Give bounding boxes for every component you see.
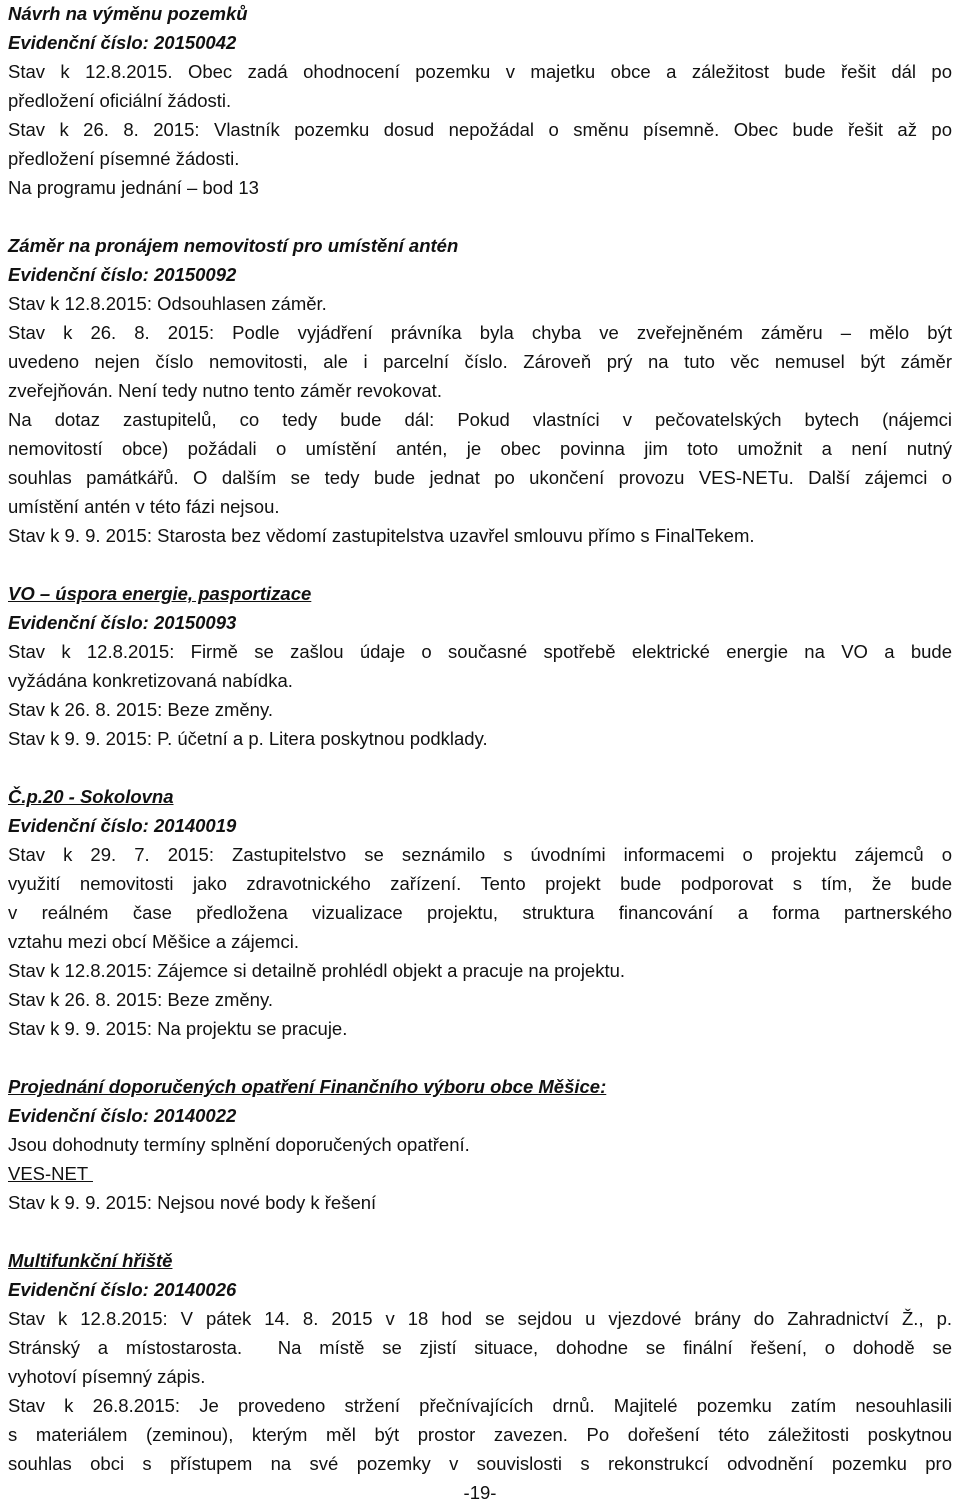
section-title: Záměr na pronájem nemovitostí pro umístění antén xyxy=(8,235,459,256)
section-title: VO – úspora energie, pasportizace xyxy=(8,583,312,604)
section-title: Projednání doporučených opatření Finančního výboru obce Měšice: xyxy=(8,1076,607,1097)
paragraph-line: Stav k 9. 9. 2015: Nejsou nové body k řešení xyxy=(8,1192,377,1213)
paragraph-line: uvedeno nejen číslo nemovitosti, ale i parcelní číslo. Zároveň prý na tuto věc nemusel být záměr xyxy=(8,351,952,372)
paragraph-line: Jsou dohodnuty termíny splnění doporučených opatření. xyxy=(8,1134,470,1155)
paragraph-line: Stav k 12.8.2015: V pátek 14. 8. 2015 v 18 hod se sejdou u vjezdové brány do Zahradnictví Ž., p. xyxy=(8,1308,952,1329)
paragraph-line: s materiálem (zeminou), kterým měl být prostor zavezen. Po dořešení této záležitosti poskytnou xyxy=(8,1424,952,1445)
evidence-number: Evidenční číslo: 20140019 xyxy=(8,815,237,836)
paragraph-line: vztahu mezi obcí Měšice a zájemci. xyxy=(8,931,299,952)
paragraph-line: předložení písemné žádosti. xyxy=(8,148,240,169)
evidence-number: Evidenční číslo: 20150093 xyxy=(8,612,237,633)
evidence-number: Evidenční číslo: 20140026 xyxy=(8,1279,237,1300)
paragraph-line: umístění antén v této fázi nejsou. xyxy=(8,496,280,517)
paragraph-line: Stav k 12.8.2015: Odsouhlasen záměr. xyxy=(8,293,327,314)
paragraph-line: zveřejňován. Není tedy nutno tento záměr revokovat. xyxy=(8,380,442,401)
paragraph-line: Stav k 12.8.2015. Obec zadá ohodnocení pozemku v majetku obce a záležitost bude řešit dál po xyxy=(8,61,952,82)
paragraph-line: v reálném čase předložena vizualizace projektu, struktura financování a forma partnerského xyxy=(8,902,952,923)
paragraph-line: využití nemovitosti jako zdravotnického zařízení. Tento projekt bude podporovat s tím, že bude xyxy=(8,873,952,894)
paragraph-line: Stav k 12.8.2015: Zájemce si detailně prohlédl objekt a pracuje na projektu. xyxy=(8,960,626,981)
page-number: -19- xyxy=(463,1482,497,1503)
paragraph-line: Stav k 26. 8. 2015: Vlastník pozemku dosud nepožádal o směnu písemně. Obec bude řešit až po xyxy=(8,119,952,140)
evidence-number: Evidenční číslo: 20150092 xyxy=(8,264,237,285)
paragraph-line: Stav k 26.8.2015: Je provedeno stržení přečnívajících drnů. Majitelé pozemku zatím nesouhlasili xyxy=(8,1395,952,1416)
paragraph-line: předložení oficiální žádosti. xyxy=(8,90,232,111)
section-title: Multifunkční hřiště xyxy=(8,1250,173,1271)
paragraph-line: souhlas obci s přístupem na své pozemky v souvislosti s rekonstrukcí odvodnění pozemku pro xyxy=(8,1453,952,1474)
paragraph-line: nemovitostí obce) požádali o umístění antén, je obec povinna jim toto umožnit a není nutný xyxy=(8,438,952,459)
paragraph-line: Stav k 12.8.2015: Firmě se zašlou údaje o současné spotřebě elektrické energie na VO a bude xyxy=(8,641,952,662)
evidence-number: Evidenční číslo: 20150042 xyxy=(8,32,237,53)
paragraph-line: Stav k 9. 9. 2015: Starosta bez vědomí zastupitelstva uzavřel smlouvu přímo s FinalTekem. xyxy=(8,525,755,546)
section-title: Č.p.20 - Sokolovna xyxy=(8,786,174,807)
paragraph-line: Stav k 9. 9. 2015: P. účetní a p. Litera poskytnou podklady. xyxy=(8,728,488,749)
subheading: VES-NET xyxy=(8,1163,93,1184)
paragraph-line: vyžádána konkretizovaná nabídka. xyxy=(8,670,293,691)
paragraph-line: souhlas památkářů. O dalším se tedy bude jednat po ukončení provozu VES-NETu. Další zájemci o xyxy=(8,467,952,488)
paragraph-line: Stav k 26. 8. 2015: Beze změny. xyxy=(8,699,273,720)
paragraph-line: Stav k 26. 8. 2015: Podle vyjádření právníka byla chyba ve zveřejněném záměru – mělo být xyxy=(8,322,952,343)
paragraph-line: Na dotaz zastupitelů, co tedy bude dál: Pokud vlastníci v pečovatelských bytech (nájemci xyxy=(8,409,952,430)
paragraph-line: Na programu jednání – bod 13 xyxy=(8,177,259,198)
section-title: Návrh na výměnu pozemků xyxy=(8,3,248,24)
paragraph-line: Stav k 26. 8. 2015: Beze změny. xyxy=(8,989,273,1010)
paragraph-line: Stránský a místostarosta. Na místě se zjistí situace, dohodne se finální řešení, o dohodě se xyxy=(8,1337,952,1358)
paragraph-line: Stav k 9. 9. 2015: Na projektu se pracuje. xyxy=(8,1018,348,1039)
evidence-number: Evidenční číslo: 20140022 xyxy=(8,1105,237,1126)
paragraph-line: vyhotoví písemný zápis. xyxy=(8,1366,206,1387)
paragraph-line: Stav k 29. 7. 2015: Zastupitelstvo se seznámilo s úvodními informacemi o projektu zájemců o xyxy=(8,844,952,865)
